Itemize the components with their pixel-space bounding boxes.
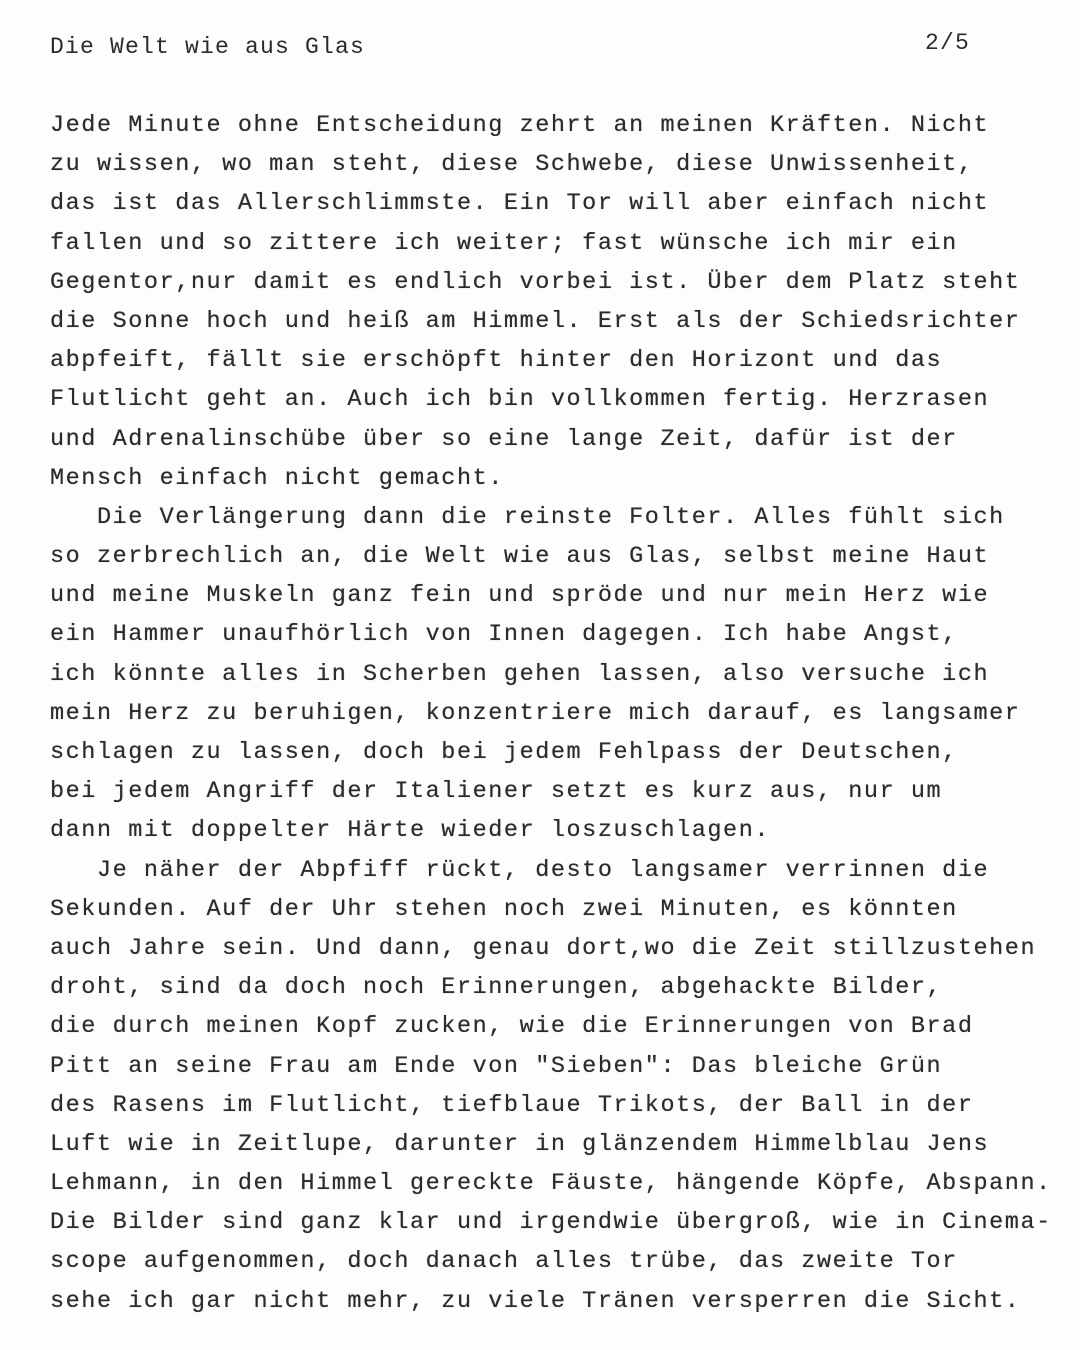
- text-line: bei jedem Angriff der Italiener setzt es kurz aus, nur um: [50, 778, 943, 806]
- text-line: schlagen zu lassen, doch bei jedem Fehlpass der Deutschen,: [50, 739, 958, 766]
- text-line: auch Jahre sein. Und dann, genau dort,wo die Zeit stillzustehen: [50, 934, 1037, 962]
- text-line: die Sonne hoch und heiß am Himmel. Erst als der Schiedsrichter: [50, 307, 1021, 335]
- text-line: Mensch einfach nicht gemacht.: [50, 464, 504, 492]
- text-line: abpfeift, fällt sie erschöpft hinter den Horizont und das: [50, 347, 943, 375]
- text-line: Flutlicht geht an. Auch ich bin vollkommen fertig. Herzrasen: [50, 386, 990, 414]
- page-number: 2/5: [924, 30, 970, 56]
- text-line: des Rasens im Flutlicht, tiefblaue Trikots, der Ball in der: [50, 1091, 974, 1119]
- text-line: und Adrenalinschübe über so eine lange Zeit, dafür ist der: [50, 425, 958, 453]
- text-line: die durch meinen Kopf zucken, wie die Erinnerungen von Brad: [50, 1013, 974, 1041]
- text-line: Die Verlängerung dann die reinste Folter. Alles fühlt sich: [50, 503, 1005, 531]
- text-line: Jede Minute ohne Entscheidung zehrt an meinen Kräften. Nicht: [50, 112, 990, 139]
- text-line: ich könnte alles in Scherben gehen lassen, also versuche ich: [50, 660, 990, 688]
- text-line: das ist das Allerschlimmste. Ein Tor will aber einfach nicht: [50, 190, 990, 218]
- text-line: Gegentor,nur damit es endlich vorbei ist. Über dem Platz steht: [50, 268, 1021, 296]
- text-line: droht, sind da doch noch Erinnerungen, abgehackte Bilder,: [50, 974, 943, 1002]
- text-line: scope aufgenommen, doch danach alles trübe, das zweite Tor: [50, 1248, 958, 1276]
- document-title: Die Welt wie aus Glas: [50, 34, 366, 60]
- text-line: so zerbrechlich an, die Welt wie aus Glas, selbst meine Haut: [50, 543, 990, 571]
- text-line: sehe ich gar nicht mehr, zu viele Tränen versperren die Sicht.: [50, 1287, 1021, 1315]
- text-line: Pitt an seine Frau am Ende von "Sieben": Das bleiche Grün: [50, 1052, 943, 1080]
- text-line: mein Herz zu beruhigen, konzentriere mich darauf, es langsamer: [50, 699, 1021, 727]
- page-header: [50, 30, 970, 66]
- text-line: ein Hammer unaufhörlich von Innen dagegen. Ich habe Angst,: [50, 621, 958, 649]
- text-line: und meine Muskeln ganz fein und spröde und nur mein Herz wie: [50, 582, 990, 610]
- text-line: dann mit doppelter Härte wieder loszuschlagen.: [50, 817, 771, 845]
- text-line: Luft wie in Zeitlupe, darunter in glänzendem Himmelblau Jens: [50, 1130, 990, 1158]
- text-line: Lehmann, in den Himmel gereckte Fäuste, hängende Köpfe, Abspann.: [50, 1170, 1052, 1198]
- text-line: fallen und so zittere ich weiter; fast wünsche ich mir ein: [50, 229, 958, 257]
- text-line: Die Bilder sind ganz klar und irgendwie übergroß, wie in Cinema-: [50, 1209, 1052, 1237]
- body-text: [50, 106, 1060, 1321]
- text-line: Je näher der Abpfiff rückt, desto langsamer verrinnen die: [50, 856, 990, 884]
- text-line: zu wissen, wo man steht, diese Schwebe, diese Unwissenheit,: [50, 151, 974, 179]
- text-line: Sekunden. Auf der Uhr stehen noch zwei Minuten, es könnten: [50, 895, 958, 923]
